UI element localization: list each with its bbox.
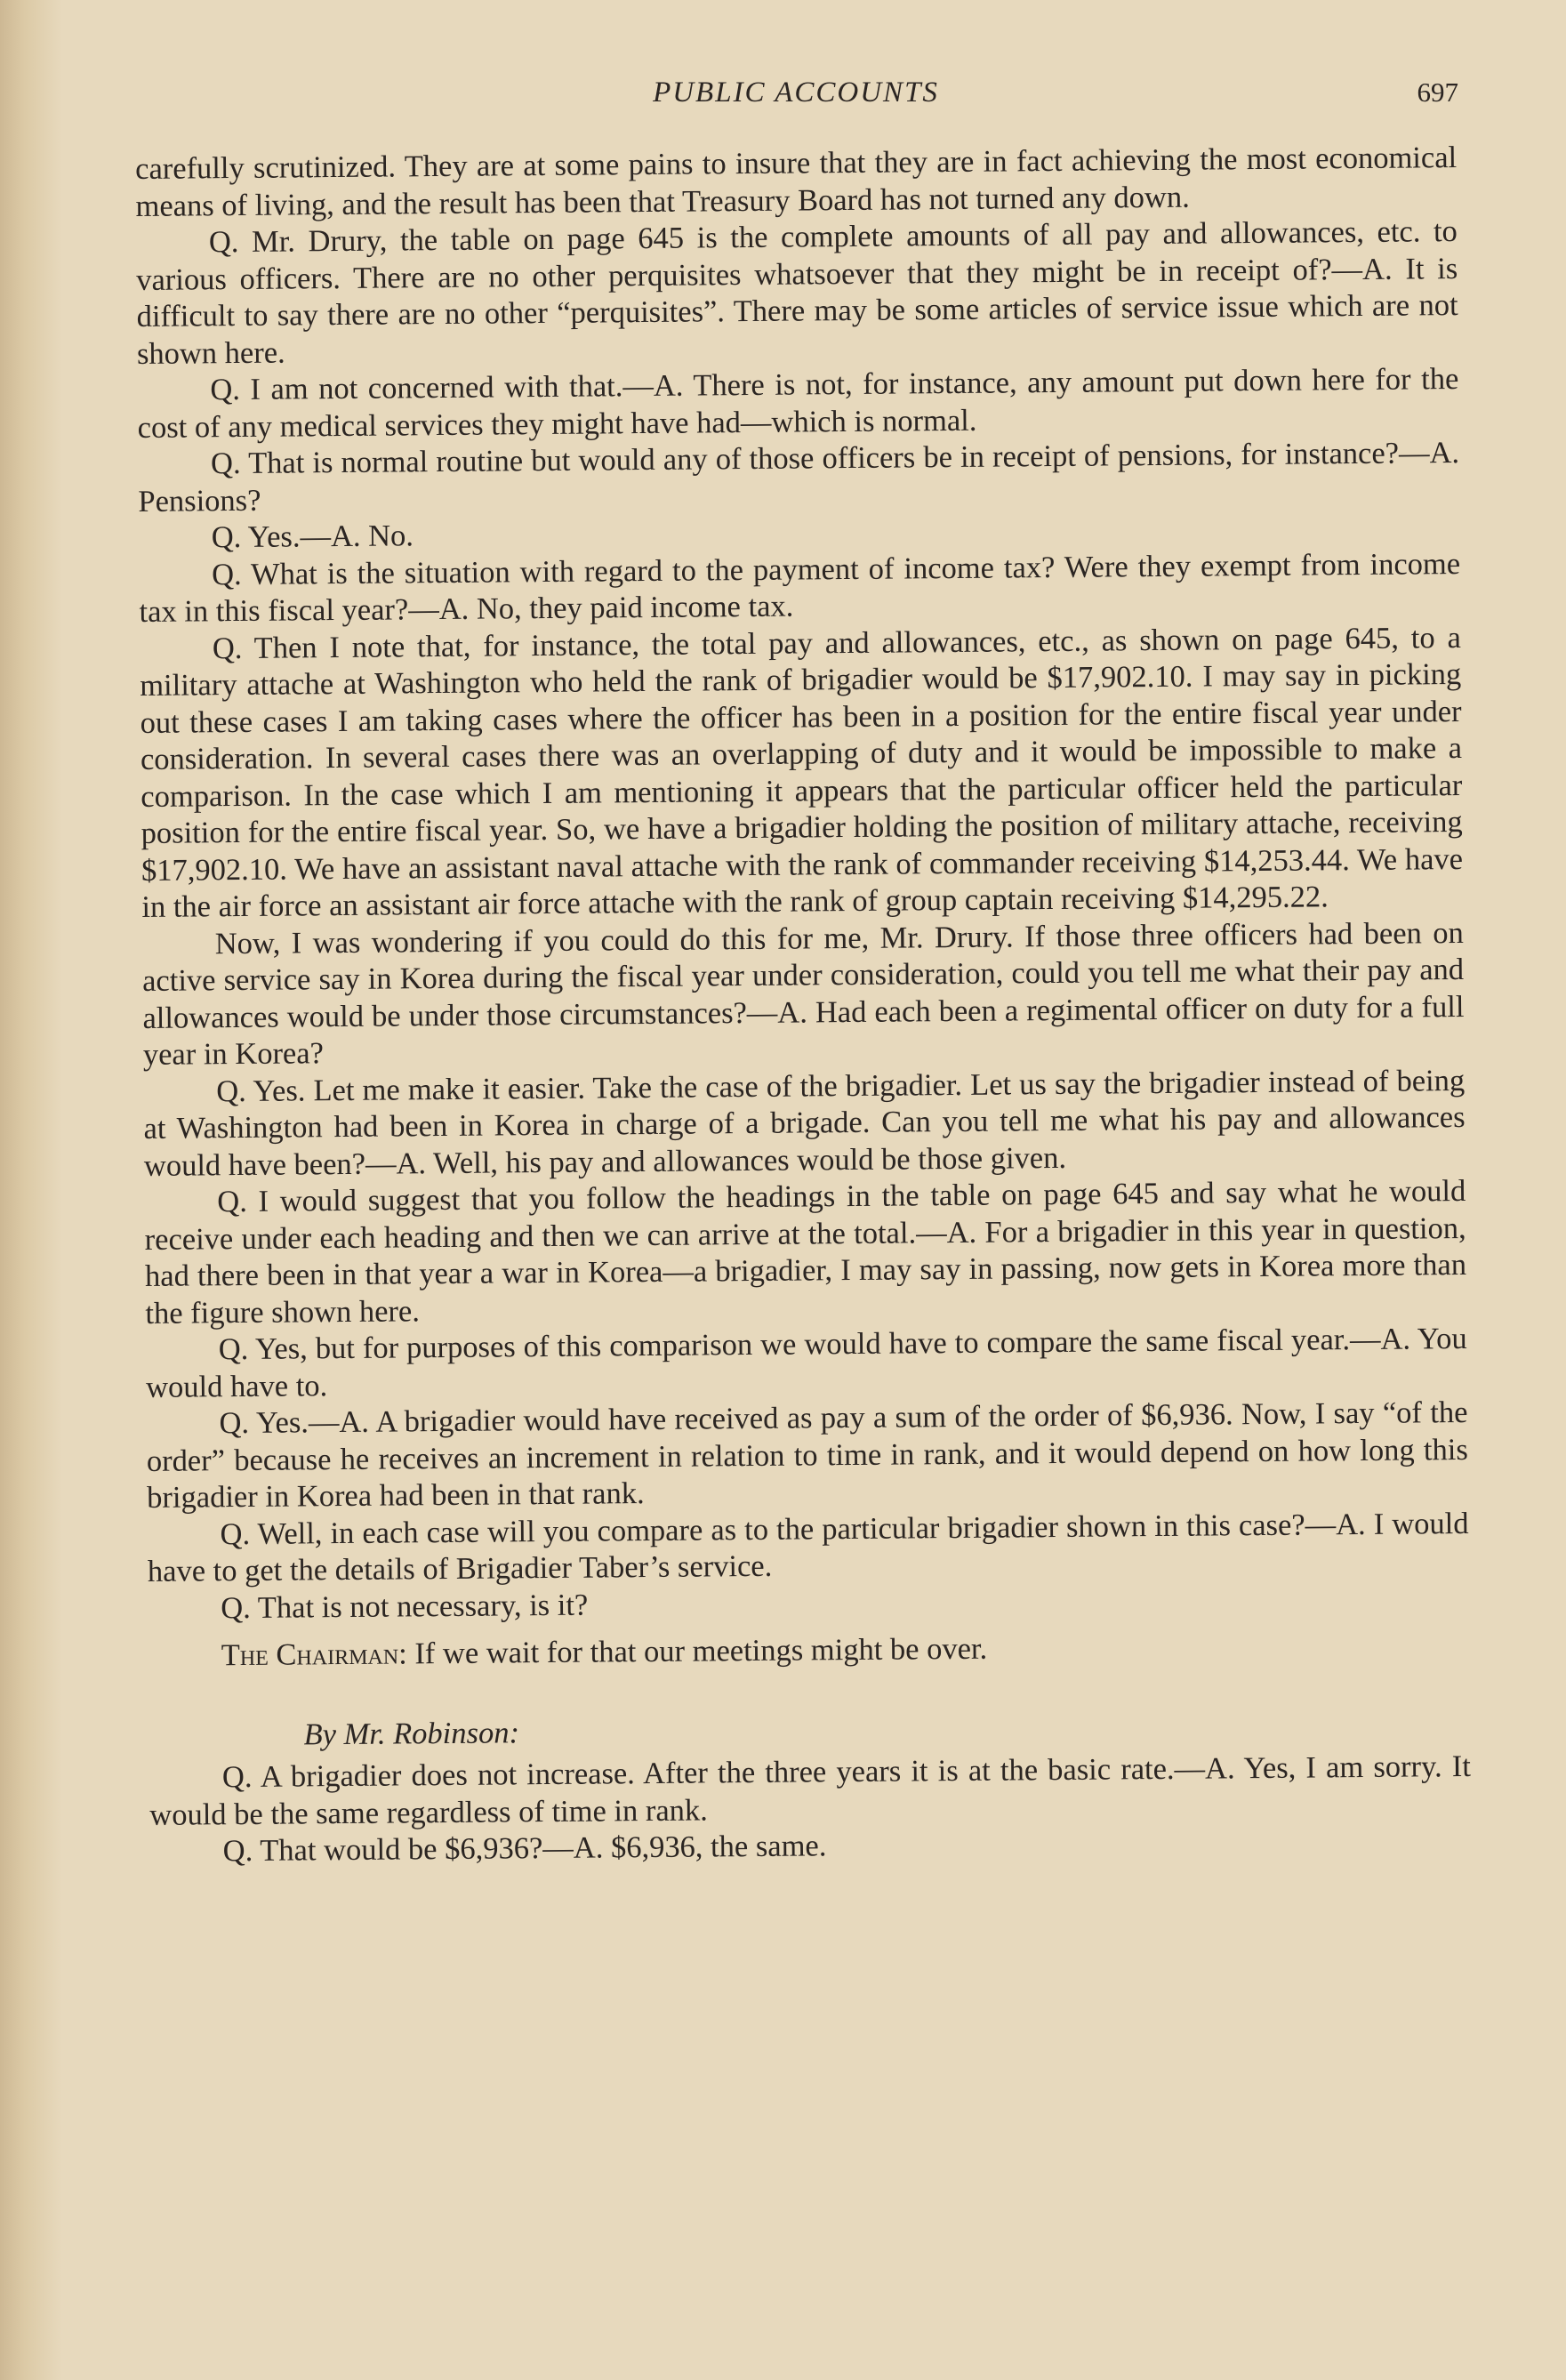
paragraph: Q. Well, in each case will you compare as to the particular brigadier shown in this case?—A. I would have to get the details of Brigadier Taber’s service. xyxy=(147,1506,1469,1588)
running-header xyxy=(133,76,1458,121)
paragraph: carefully scrutinized. They are at some pains to insure that they are in fact achieving the most economical means of living, and the result has been that Treasury Board has not turned any down. xyxy=(135,141,1458,223)
paragraph: Q. That would be $6,936?—A. $6,936, the same. xyxy=(222,1829,827,1869)
paragraph: Q. I am not concerned with that.—A. There is not, for instance, any amount put down here for the cost of any medical services they might have had—which is normal. xyxy=(137,362,1459,445)
page-binding-edge xyxy=(0,0,62,2380)
paragraph: Q. A brigadier does not increase. After the three years it is at the basic rate.—A. Yes, I am sorry. It would be the same regardless of time in rank. xyxy=(149,1749,1472,1832)
chairman-text: If we wait for that our meetings might be over. xyxy=(414,1631,988,1671)
paragraph: Q. That is normal routine but would any of those officers be in receipt of pensions, for instance?—A. Pensions? xyxy=(138,436,1460,519)
paragraph: Q. Yes. Let me make it easier. Take the case of the brigadier. Let us say the brigadier instead of being at Washington had been in Korea in charge of a brigade. Can you tell me what his pay and allowances would have been?—A. Well, his pay and allowances would be those given. xyxy=(143,1063,1466,1183)
paragraph: Q. Yes, but for purposes of this comparison we would have to compare the same fiscal year.—A. You would have to. xyxy=(145,1321,1467,1404)
paragraph: Q. What is the situation with regard to the payment of income tax? Were they exempt from income tax in this fiscal year?—A. No, they paid income tax. xyxy=(139,546,1461,629)
paragraph: Now, I was wondering if you could do this for me, Mr. Drury. If those three officers had been on active service say in Korea during the fiscal year under consideration, could you tell me what their pay and allowances would be under those circumstances?—A. Had each been a regimental officer on duty for a full year in Korea? xyxy=(141,915,1465,1072)
paragraph: Q. That is not necessary, is it? xyxy=(221,1588,589,1625)
transcript-body xyxy=(135,140,1472,1870)
examiner-heading: By Mr. Robinson: xyxy=(303,1715,520,1751)
paragraph: Q. I would suggest that you follow the headings in the table on page 645 and say what he would receive under each heading and then we can arrive at the total.—A. For a brigadier in this year in question, had there been in that year a war in Korea—a brigadier, I may say in passing, now gets in Korea more than the figure shown here. xyxy=(144,1173,1467,1331)
paragraph: Q. Yes.—A. A brigadier would have received as pay a sum of the order of $6,936. Now, I say “of the order” because he receives an increment in relation to time in rank, and it would depend on how long this brigadier in Korea had been in that rank. xyxy=(146,1395,1468,1515)
paragraph: Q. Yes.—A. No. xyxy=(211,519,414,555)
running-title: PUBLIC ACCOUNTS xyxy=(653,76,939,109)
paragraph: Q. Mr. Drury, the table on page 645 is the complete amounts of all pay and allowances, etc. to various officers. There are no other perquisites whatsoever that they might be in receipt of?—A. It is difficult to say there are no other “perquisites”. There may be some articles of service issue which are not shown here. xyxy=(136,214,1458,371)
speaker-label: The Chairman: xyxy=(221,1636,407,1673)
page-number: 697 xyxy=(1417,76,1458,108)
chairman-remark xyxy=(149,1627,1470,1675)
paragraph: Q. Then I note that, for instance, the total pay and allowances, etc., as shown on page 645, to a military attache at Washington who held the rank of brigadier would be $17,902.10. I may say in picking out these cases I am taking cases where the officer has been in a position for the entire fiscal year under consideration. In several cases there was an overlapping of duty and it would be impossible to make a comparison. In the case which I am mentioning it appears that the particular officer held the particular position for the entire fiscal year. So, we have a brigadier holding the position of military attache, receiving $17,902.10. We have an assistant naval attache with the rank of commander receiving $14,253.44. We have in the air force an assistant air force attache with the rank of group captain receiving $14,295.22. xyxy=(140,620,1464,924)
